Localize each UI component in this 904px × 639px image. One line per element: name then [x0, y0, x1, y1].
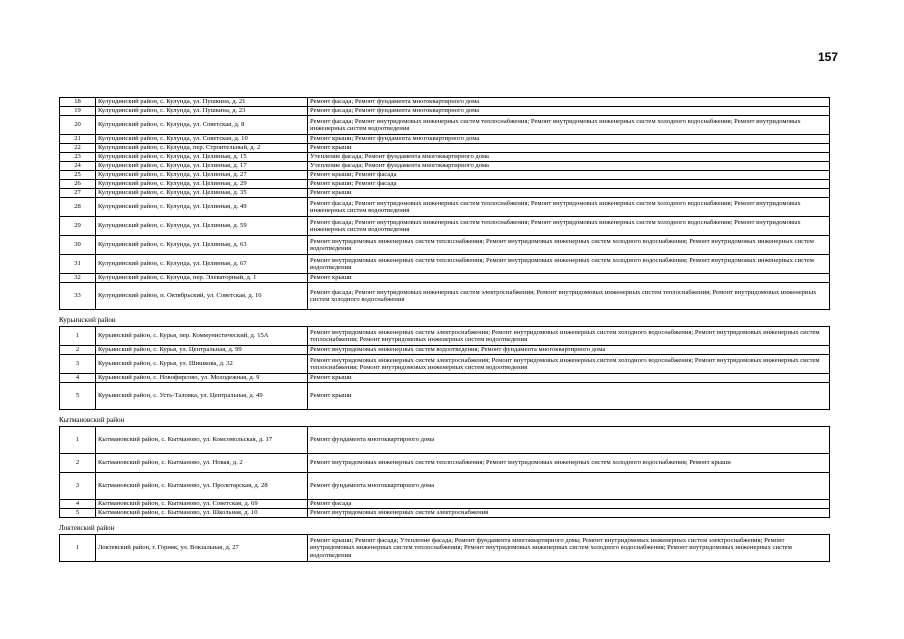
row-number: 22 [60, 144, 96, 153]
works-table [59, 534, 830, 562]
row-address: Кулундинский район, с. Кулунда, ул. Целинная, д. 17 [96, 162, 308, 171]
region-heading: Локтевский район [59, 524, 115, 532]
row-works: Ремонт крыши; Ремонт фасада [308, 171, 830, 180]
row-address: Кулундинский район, с. Кулунда, ул. Целинная, д. 35 [96, 189, 308, 198]
row-number: 32 [60, 274, 96, 283]
row-works: Ремонт фундамента многоквартирного дома [308, 427, 830, 454]
table-row [60, 500, 830, 509]
row-number: 26 [60, 180, 96, 189]
row-works: Ремонт фасада; Ремонт внутридомовых инженерных систем теплоснабжения; Ремонт внутридомовых инженерных систем холодного водоснабжения; Ремонт внутридомовых инженерных систем водоотведения [308, 116, 830, 135]
table-row [60, 355, 830, 374]
row-number: 5 [60, 509, 96, 518]
page-number: 157 [818, 50, 839, 64]
row-number: 23 [60, 153, 96, 162]
row-number: 4 [60, 374, 96, 383]
table-row [60, 535, 830, 562]
table-row [60, 153, 830, 162]
row-works: Ремонт фасада; Ремонт фундамента многоквартирного дома [308, 98, 830, 107]
row-works: Ремонт фундамента многоквартирного дома [308, 473, 830, 500]
row-number: 3 [60, 473, 96, 500]
row-number: 2 [60, 346, 96, 355]
row-address: Кытмановский район, с. Кытманово, ул. Новая, д. 2 [96, 454, 308, 473]
row-number: 4 [60, 500, 96, 509]
table-row [60, 255, 830, 274]
row-address: Кулундинский район, с. Кулунда, ул. Целинная, д. 15 [96, 153, 308, 162]
row-works: Ремонт крыши [308, 189, 830, 198]
table-row [60, 135, 830, 144]
table-row [60, 162, 830, 171]
row-address: Курьинский район, с. Усть-Таловка, ул. Центральная, д. 49 [96, 383, 308, 410]
row-works: Ремонт внутридомовых инженерных систем электроснабжения; Ремонт внутридомовых инженерных систем холодного водоснабжения; Ремонт внутридомовых инженерных систем теплоснабжения; Ремонт внутридомовых инженерных систем водоотведения [308, 327, 830, 346]
row-works: Утепление фасада; Ремонт фундамента многоквартирного дома [308, 153, 830, 162]
row-address: Кулундинский район, с. Кулунда, ул. Пушкина, д. 23 [96, 107, 308, 116]
table-row [60, 509, 830, 518]
works-table [59, 326, 830, 410]
row-address: Кытмановский район, с. Кытманово, ул. Школьная, д. 10 [96, 509, 308, 518]
row-address: Курьинский район, с. Курья, ул. Центральная, д. 99 [96, 346, 308, 355]
table-row [60, 144, 830, 153]
table-row [60, 346, 830, 355]
table-row [60, 454, 830, 473]
row-number: 2 [60, 454, 96, 473]
row-address: Кулундинский район, с. Кулунда, пер. Строительный, д. 2 [96, 144, 308, 153]
region-heading: Кытмановский район [59, 416, 125, 424]
row-number: 21 [60, 135, 96, 144]
row-number: 24 [60, 162, 96, 171]
row-number: 18 [60, 98, 96, 107]
row-number: 30 [60, 236, 96, 255]
row-works: Ремонт крыши [308, 274, 830, 283]
row-number: 29 [60, 217, 96, 236]
table-row [60, 180, 830, 189]
document-body [59, 97, 829, 562]
table-row [60, 236, 830, 255]
row-works: Ремонт фасада; Ремонт внутридомовых инженерных систем теплоснабжения; Ремонт внутридомовых инженерных систем холодного водоснабжения; Ремонт внутридомовых инженерных систем водоотведения [308, 217, 830, 236]
row-works: Ремонт крыши [308, 374, 830, 383]
row-number: 20 [60, 116, 96, 135]
row-number: 27 [60, 189, 96, 198]
row-address: Кулундинский район, с. Кулунда, ул. Пушкина, д. 21 [96, 98, 308, 107]
works-table [59, 97, 830, 310]
table-row [60, 374, 830, 383]
row-address: Курьинский район, с. Курья, ул. Шишкова, д. 32 [96, 355, 308, 374]
region-heading: Курьинский район [59, 316, 116, 324]
row-address: Кытмановский район, с. Кытманово, ул. Пролетарская, д. 28 [96, 473, 308, 500]
row-address: Кулундинский район, п. Октябрьский, ул. Советская, д. 16 [96, 283, 308, 310]
row-number: 3 [60, 355, 96, 374]
row-number: 25 [60, 171, 96, 180]
row-address: Кулундинский район, с. Кулунда, ул. Целинная, д. 27 [96, 171, 308, 180]
row-number: 5 [60, 383, 96, 410]
row-number: 1 [60, 427, 96, 454]
table-row [60, 107, 830, 116]
table-row [60, 327, 830, 346]
row-works: Ремонт крыши; Ремонт фасада [308, 180, 830, 189]
row-number: 33 [60, 283, 96, 310]
row-works: Ремонт внутридомовых инженерных систем теплоснабжения; Ремонт внутридомовых инженерных систем холодного водоснабжения; Ремонт внутридомовых инженерных систем водоотведения [308, 255, 830, 274]
row-number: 1 [60, 327, 96, 346]
table-row [60, 427, 830, 454]
row-address: Локтевский район, г. Горняк, ул. Вокзальная, д. 27 [96, 535, 308, 562]
table-row [60, 198, 830, 217]
row-address: Кытмановский район, с. Кытманово, ул. Советская, д. 69 [96, 500, 308, 509]
row-address: Кулундинский район, с. Кулунда, пер. Элеваторный, д. 1 [96, 274, 308, 283]
row-number: 1 [60, 535, 96, 562]
row-address: Кулундинский район, с. Кулунда, ул. Советская, д. 10 [96, 135, 308, 144]
row-number: 28 [60, 198, 96, 217]
row-address: Кулундинский район, с. Кулунда, ул. Целинная, д. 67 [96, 255, 308, 274]
row-address: Кытмановский район, с. Кытманово, ул. Комсомольская, д. 17 [96, 427, 308, 454]
row-address: Курьинский район, с. Курья, пер. Коммунистический, д. 15А [96, 327, 308, 346]
table-row [60, 283, 830, 310]
table-row [60, 171, 830, 180]
table-row [60, 189, 830, 198]
table-row [60, 217, 830, 236]
table-row [60, 473, 830, 500]
row-address: Кулундинский район, с. Кулунда, ул. Целинная, д. 63 [96, 236, 308, 255]
row-works: Ремонт внутридомовых инженерных систем электроснабжения; Ремонт внутридомовых инженерных систем холодного водоснабжения; Ремонт внутридомовых инженерных систем теплоснабжения; Ремонт внутридомовых инженерных систем водоотведения [308, 355, 830, 374]
table-row [60, 383, 830, 410]
row-address: Кулундинский район, с. Кулунда, ул. Целинная, д. 49 [96, 198, 308, 217]
row-works: Ремонт крыши; Ремонт фасада; Утепление фасада; Ремонт фундамента многоквартирного дома; Ремонт внутридомовых инженерных систем электроснабжения; Ремонт внутридомовых инженерных систем теплоснабжения; Ремонт внутридомовых инженерных систем холодного водоснабжения; Ремонт внутридомовых инженерных систем водоотведения [308, 535, 830, 562]
row-works: Ремонт крыши [308, 144, 830, 153]
row-address: Кулундинский район, с. Кулунда, ул. Целинная, д. 29 [96, 180, 308, 189]
row-works: Ремонт внутридомовых инженерных систем водоотведения; Ремонт фундамента многоквартирного дома [308, 346, 830, 355]
row-works: Ремонт фасада; Ремонт внутридомовых инженерных систем электроснабжения; Ремонт внутридомовых инженерных систем теплоснабжения; Ремонт внутридомовых инженерных систем холодного водоснабжения [308, 283, 830, 310]
works-table [59, 426, 830, 518]
row-works: Ремонт фасада [308, 500, 830, 509]
row-works: Ремонт внутридомовых инженерных систем теплоснабжения; Ремонт внутридомовых инженерных систем холодного водоснабжения; Ремонт внутридомовых инженерных систем водоотведения [308, 236, 830, 255]
row-number: 19 [60, 107, 96, 116]
row-works: Ремонт внутридомовых инженерных систем теплоснабжения; Ремонт внутридомовых инженерных систем холодного водоснабжения; Ремонт крыши [308, 454, 830, 473]
row-works: Ремонт внутридомовых инженерных систем электроснабжения [308, 509, 830, 518]
table-row [60, 274, 830, 283]
row-works: Ремонт фасада; Ремонт внутридомовых инженерных систем теплоснабжения; Ремонт внутридомовых инженерных систем холодного водоснабжения; Ремонт внутридомовых инженерных систем водоотведения [308, 198, 830, 217]
row-address: Кулундинский район, с. Кулунда, ул. Советская, д. 8 [96, 116, 308, 135]
row-number: 31 [60, 255, 96, 274]
row-address: Курьинский район, с. Новофирсово, ул. Молодежная, д. 9 [96, 374, 308, 383]
row-works: Ремонт крыши [308, 383, 830, 410]
row-works: Ремонт крыши; Ремонт фундамента многоквартирного дома [308, 135, 830, 144]
table-row [60, 116, 830, 135]
row-works: Ремонт фасада; Ремонт фундамента многоквартирного дома [308, 107, 830, 116]
row-address: Кулундинский район, с. Кулунда, ул. Целинная, д. 59 [96, 217, 308, 236]
row-works: Утепление фасада; Ремонт фундамента многоквартирного дома [308, 162, 830, 171]
table-row [60, 98, 830, 107]
